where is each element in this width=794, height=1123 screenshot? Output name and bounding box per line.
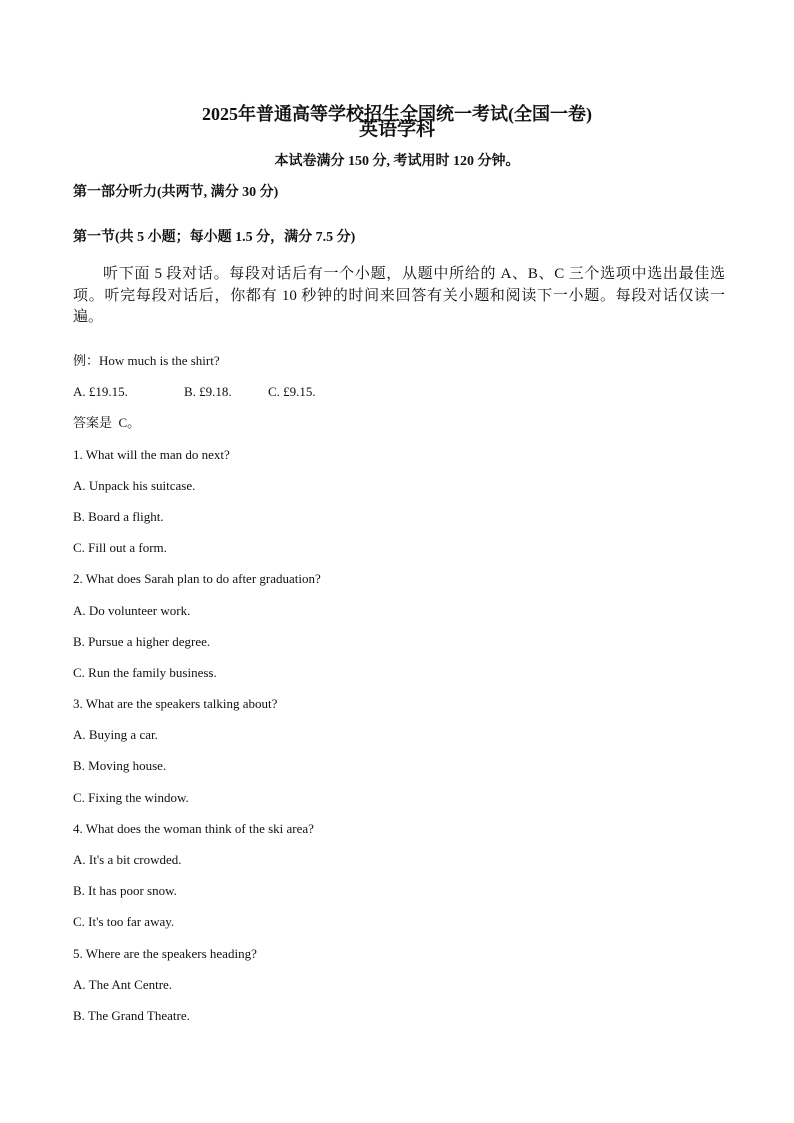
exam-title: 2025年普通高等学校招生全国统一考试(全国一卷) <box>202 104 592 124</box>
example-options <box>73 376 321 407</box>
example-answer: 答案是 C。 <box>73 415 141 431</box>
option: B. Pursue a higher degree. <box>73 633 211 649</box>
option: A. Buying a car. <box>73 727 158 743</box>
option: A. Unpack his suitcase. <box>73 477 196 493</box>
option: A. The Ant Centre. <box>73 976 173 992</box>
example-option: C. £9.15. <box>268 384 316 400</box>
option: B. Board a flight. <box>73 508 164 524</box>
option: A. It's a bit crowded. <box>73 852 182 867</box>
option: B. Moving house. <box>73 758 167 774</box>
option: B. The Grand Theatre. <box>73 1007 190 1023</box>
part-heading: 第一部分听力(共两节, 满分 30 分) <box>73 185 279 200</box>
option: C. It's too far away. <box>73 914 175 930</box>
option: C. Fixing the window. <box>73 789 189 805</box>
option: A. Do volunteer work. <box>73 602 191 618</box>
score-note: 本试卷满分 150 分, 考试用时 120 分钟。 <box>274 154 520 169</box>
example-question: 例：How much is the shirt? <box>73 353 220 368</box>
option: C. Fill out a form. <box>73 540 167 556</box>
question-text: 5. Where are the speakers heading? <box>73 945 257 961</box>
question-text: 3. What are the speakers talking about? <box>73 696 278 712</box>
section-heading: 第一节(共 5 小题；每小题 1.5 分，满分 7.5 分) <box>73 230 356 245</box>
subject-title: 英语学科 <box>358 119 435 140</box>
question-text: 1. What will the man do next? <box>73 446 230 462</box>
question-list <box>73 345 321 1031</box>
question-text: 2. What does Sarah plan to do after graduation? <box>73 571 321 587</box>
option: B. It has poor snow. <box>73 883 177 899</box>
instructions: 听下面 5 段对话。每段对话后有一个小题，从题中所给的 A、B、C 三个选项中选出最佳选项。听完每段对话后，你都有 10 秒钟的时间来回答有关小题和阅读下一小题。每段对话仅读一遍。 <box>73 266 725 325</box>
example-option: B. £9.18. <box>184 384 232 400</box>
question-text: 4. What does the woman think of the ski area? <box>73 820 314 836</box>
example-option: A. £19.15. <box>73 384 128 400</box>
option: C. Run the family business. <box>73 664 217 680</box>
